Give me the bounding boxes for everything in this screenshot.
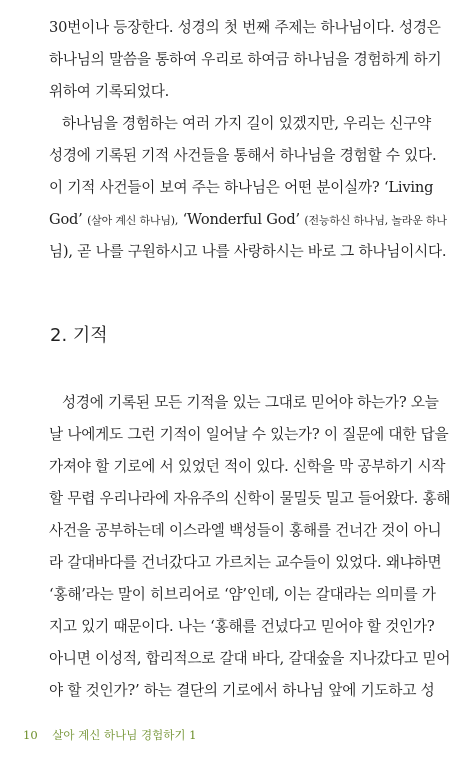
paragraph-line: 위하여 기록되었다. [49,83,170,100]
page-footer [23,727,196,743]
page-number: 10 [23,728,38,742]
english-phrase: God’ [49,211,83,228]
paragraph-line: 야 할 것인가?’ 하는 결단의 기로에서 하나님 앞에 기도하고 성 [49,682,435,699]
paragraph-line: 30번이나 등장한다. 성경의 첫 번째 주제는 하나님이다. 성경은 [49,19,441,36]
paragraph-line: 성경에 기록된 모든 기적을 있는 그대로 믿어야 하는가? 오늘 [62,394,439,411]
paragraph-line: 하나님을 경험하는 여러 가지 길이 있겠지만, 우리는 신구약 [62,115,432,132]
section-heading: 2. 기적 [50,325,108,346]
paragraph-line: ‘홍해’라는 말이 히브리어로 ‘얌’인데, 이는 갈대라는 의미를 가 [49,586,436,603]
parenthetical-gloss: (살아 계신 하나님), [87,214,179,227]
paragraph-line: 성경에 기록된 기적 사건들을 통해서 하나님을 경험할 수 있다. [49,147,437,164]
paragraph-line: 가져야 할 기로에 서 있었던 적이 있다. 신학을 막 공부하기 시작 [49,458,446,475]
paragraph-line: 하나님의 말씀을 통하여 우리로 하여금 하나님을 경험하게 하기 [49,51,442,68]
paragraph-line: 이 기적 사건들이 보여 주는 하나님은 어떤 분이실까? ‘Living [49,179,434,196]
paragraph-line: 님), 곧 나를 구원하시고 나를 사랑하시는 바로 그 하나님이시다. [49,243,447,260]
paragraph-line [49,210,447,231]
paragraph-line: 할 무렵 우리나라에 자유주의 신학이 물밀듯 밀고 들어왔다. 홍해 [49,490,451,507]
running-title: 살아 계신 하나님 경험하기 1 [52,728,197,742]
paragraph-line: 아니면 이성적, 합리적으로 갈대 바다, 갈대숲을 지나갔다고 믿어 [49,650,451,667]
paragraph-line: 사건을 공부하는데 이스라엘 백성들이 홍해를 건너간 것이 아니 [49,522,442,539]
english-phrase: ‘Wonderful God’ [182,211,300,228]
paragraph-line: 날 나에게도 그런 기적이 일어날 수 있는가? 이 질문에 대한 답을 [49,426,449,443]
paragraph-line: 라 갈대바다를 건너갔다고 가르치는 교수들이 있었다. 왜냐하면 [49,554,442,571]
paragraph-line: 지고 있기 때문이다. 나는 ‘홍해를 건넜다고 믿어야 할 것인가? [49,618,435,635]
parenthetical-gloss: (전능하신 하나님, 놀라운 하나 [304,214,447,227]
